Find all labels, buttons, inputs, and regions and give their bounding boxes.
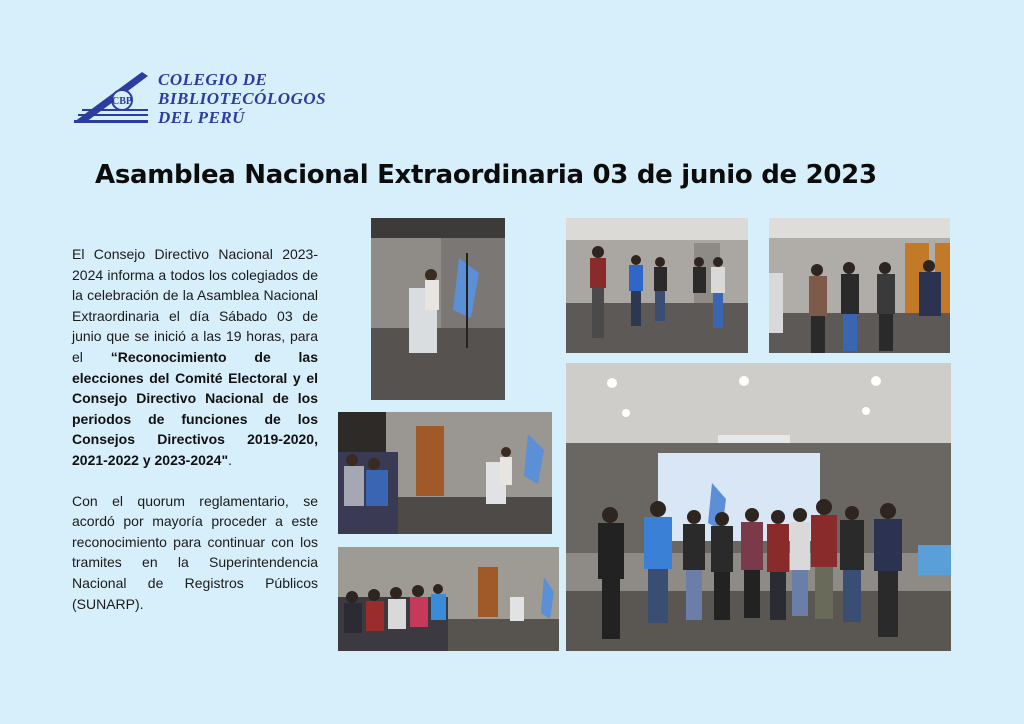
photo-group-standing-2 — [769, 218, 950, 353]
photo-group-standing-1 — [566, 218, 748, 353]
logo — [72, 70, 342, 130]
logo-line-3: DEL PERÚ — [158, 108, 245, 127]
paragraph-1 — [72, 244, 318, 471]
photo-seated-audience — [338, 547, 559, 651]
logo-mark — [72, 70, 158, 130]
logo-mark-text: CBP — [112, 96, 132, 107]
paragraph-2: Con el quorum reglamentario, se acordó por mayoría proceder a este reconocimiento para continuar con los tramites en la Superintendencia Nacional de Registros Públicos (SUNARP). — [72, 492, 318, 612]
paragraph-1-intro: El Consejo Directivo Nacional 2023-2024 informa a todos los colegiados de la celebración de la Asamblea Nacional Extraordinaria el día Sábado 03 de junio que se inició a las 19 horas, para el — [72, 246, 318, 365]
paragraph-1-end: . — [228, 451, 232, 468]
photo-large-group — [566, 363, 951, 651]
logo-text — [158, 70, 326, 127]
photo-speaker-podium — [371, 218, 505, 400]
body-text — [72, 244, 318, 634]
logo-line-1: COLEGIO DE — [158, 70, 268, 89]
paragraph-1-bold: “Reconocimiento de las elecciones del Comité Electoral y el Consejo Directivo Nacional de los periodos de funciones de los Consejos Directivos 2019-2020, 2021-2022 y 2023-2024" — [72, 348, 318, 468]
logo-line-2: BIBLIOTECÓLOGOS — [158, 89, 327, 108]
page-title: Asamblea Nacional Extraordinaria 03 de junio de 2023 — [95, 160, 877, 190]
photo-audience-speaker — [338, 412, 552, 534]
